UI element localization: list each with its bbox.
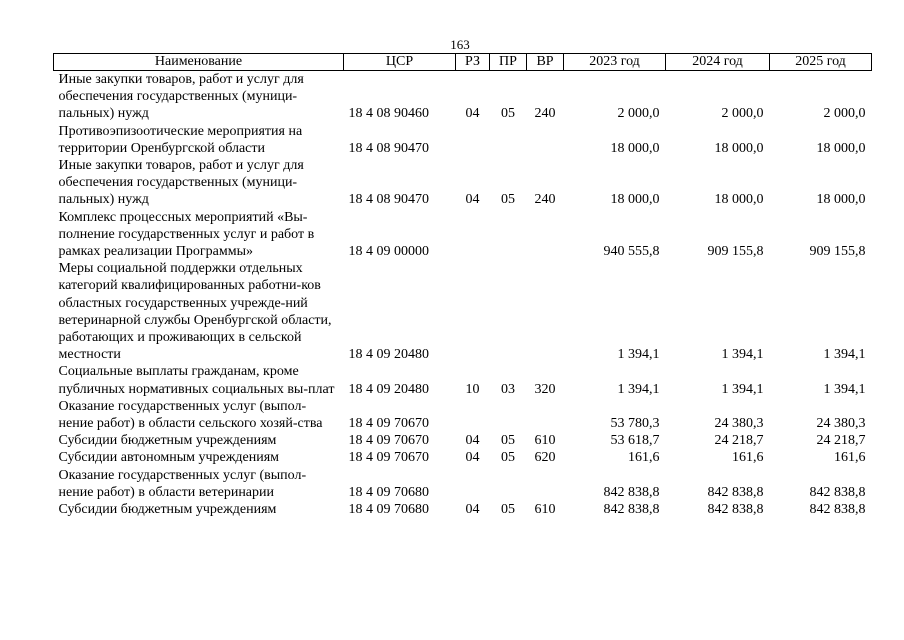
column-header-2023: 2023 год <box>564 54 666 71</box>
column-header-name: Наименование <box>54 54 344 71</box>
row-pr <box>490 260 527 363</box>
row-rz <box>456 260 490 363</box>
row-2023: 18 000,0 <box>610 140 660 156</box>
row-csr: 18 4 09 70680 <box>348 484 429 500</box>
row-rz: 04 <box>465 450 480 466</box>
page-number: 163 <box>450 37 470 52</box>
row-2023: 842 838,8 <box>603 484 660 500</box>
row-2025: 24 218,7 <box>816 433 866 449</box>
row-2023: 940 555,8 <box>603 244 660 260</box>
row-2025: 18 000,0 <box>816 192 866 208</box>
row-2025: 842 838,8 <box>809 484 866 500</box>
row-2024: 909 155,8 <box>707 244 764 260</box>
row-name: Оказание государственных услуг (выпол-нение работ) в области ветеринарии <box>58 467 307 500</box>
row-2023: 1 394,1 <box>617 347 660 363</box>
row-2025: 2 000,0 <box>823 106 866 122</box>
row-vr: 240 <box>534 192 556 208</box>
row-csr: 18 4 08 90470 <box>348 192 429 208</box>
row-2024: 18 000,0 <box>714 192 764 208</box>
row-csr: 18 4 09 20480 <box>348 347 429 363</box>
table-row <box>54 363 872 397</box>
row-pr <box>490 209 527 261</box>
row-rz <box>456 467 490 501</box>
row-2024: 161,6 <box>732 450 764 466</box>
row-name: Субсидии бюджетным учреждениям <box>58 433 277 449</box>
row-vr: 240 <box>534 106 556 122</box>
row-rz: 04 <box>465 106 480 122</box>
row-csr: 18 4 09 70680 <box>348 502 429 518</box>
row-name: Меры социальной поддержки отдельных категорий квалифицированных работни-ков областных государственных учрежде-ний ветеринарной службы Оренбургской области, работающих и проживающих в сельской местности <box>58 261 332 363</box>
table-header-row <box>54 54 872 71</box>
row-csr: 18 4 09 20480 <box>348 381 429 397</box>
row-pr <box>490 467 527 501</box>
row-2023: 842 838,8 <box>603 502 660 518</box>
row-rz <box>456 209 490 261</box>
row-name: Иные закупки товаров, работ и услуг для обеспечения государственных (муници-пальных) нужд <box>58 72 304 122</box>
row-2025: 161,6 <box>834 450 866 466</box>
row-2025: 909 155,8 <box>809 244 866 260</box>
row-csr: 18 4 09 00000 <box>348 244 429 260</box>
column-header-csr: ЦСР <box>344 54 456 71</box>
row-csr: 18 4 08 90460 <box>348 106 429 122</box>
row-2025: 18 000,0 <box>816 140 866 156</box>
row-name: Иные закупки товаров, работ и услуг для обеспечения государственных (муници-пальных) нужд <box>58 158 304 208</box>
row-2025: 842 838,8 <box>809 502 866 518</box>
row-vr <box>527 467 564 501</box>
row-2023: 53 618,7 <box>610 433 660 449</box>
column-header-2025: 2025 год <box>770 54 872 71</box>
row-rz <box>456 398 490 432</box>
table-row <box>54 209 872 261</box>
column-header-vr: ВР <box>527 54 564 71</box>
row-pr: 05 <box>501 106 515 122</box>
row-2023: 2 000,0 <box>617 106 660 122</box>
row-2023: 161,6 <box>628 450 660 466</box>
row-pr: 05 <box>501 450 515 466</box>
row-pr <box>490 123 527 157</box>
row-csr: 18 4 09 70670 <box>348 433 429 449</box>
row-2024: 842 838,8 <box>707 502 764 518</box>
row-2024: 2 000,0 <box>721 106 764 122</box>
table-row <box>54 467 872 501</box>
row-name: Социальные выплаты гражданам, кроме публичных нормативных социальных вы-плат <box>58 364 335 397</box>
row-name: Оказание государственных услуг (выпол-нение работ) в области сельского хозяй-ства <box>58 398 323 432</box>
row-csr: 18 4 09 70670 <box>348 450 429 466</box>
row-name: Противоэпизоотические мероприятия на территории Оренбургской области <box>58 123 303 156</box>
row-2024: 1 394,1 <box>721 347 764 363</box>
row-2025: 1 394,1 <box>823 381 866 397</box>
table-row <box>54 260 872 363</box>
row-name: Субсидии автономным учреждениям <box>58 450 280 466</box>
row-2024: 18 000,0 <box>714 140 764 156</box>
row-2023: 18 000,0 <box>610 192 660 208</box>
row-2025: 1 394,1 <box>823 347 866 363</box>
row-name: Субсидии бюджетным учреждениям <box>58 502 277 518</box>
row-2024: 24 380,3 <box>714 416 764 432</box>
row-vr: 610 <box>534 502 556 518</box>
row-pr: 05 <box>501 433 515 449</box>
column-header-rz: РЗ <box>456 54 490 71</box>
row-pr: 05 <box>501 502 515 518</box>
row-name: Комплекс процессных мероприятий «Вы-полнение государственных услуг и работ в рамках реализации Программы» <box>58 209 315 260</box>
row-vr <box>527 209 564 261</box>
row-rz: 04 <box>465 192 480 208</box>
row-rz <box>456 123 490 157</box>
table-row <box>54 398 872 432</box>
row-2024: 842 838,8 <box>707 484 764 500</box>
table-row <box>54 449 872 466</box>
row-rz: 04 <box>465 502 480 518</box>
table-row <box>54 123 872 157</box>
row-vr: 320 <box>534 381 556 397</box>
budget-table <box>53 53 872 518</box>
row-csr: 18 4 09 70670 <box>348 416 429 432</box>
row-vr: 620 <box>534 450 556 466</box>
row-vr <box>527 260 564 363</box>
table-row <box>54 71 872 123</box>
row-vr <box>527 123 564 157</box>
table-row <box>54 432 872 449</box>
column-header-2024: 2024 год <box>666 54 770 71</box>
row-pr: 03 <box>501 381 515 397</box>
row-2023: 53 780,3 <box>610 416 660 432</box>
row-pr <box>490 398 527 432</box>
row-vr: 610 <box>534 433 556 449</box>
row-2023: 1 394,1 <box>617 381 660 397</box>
row-rz: 04 <box>465 433 480 449</box>
row-2024: 1 394,1 <box>721 381 764 397</box>
row-rz: 10 <box>465 381 480 397</box>
row-pr: 05 <box>501 192 515 208</box>
row-2025: 24 380,3 <box>816 416 866 432</box>
row-csr: 18 4 08 90470 <box>348 140 429 156</box>
row-2024: 24 218,7 <box>714 433 764 449</box>
table-row <box>54 157 872 209</box>
row-vr <box>527 398 564 432</box>
column-header-pr: ПР <box>490 54 527 71</box>
table-row <box>54 501 872 518</box>
